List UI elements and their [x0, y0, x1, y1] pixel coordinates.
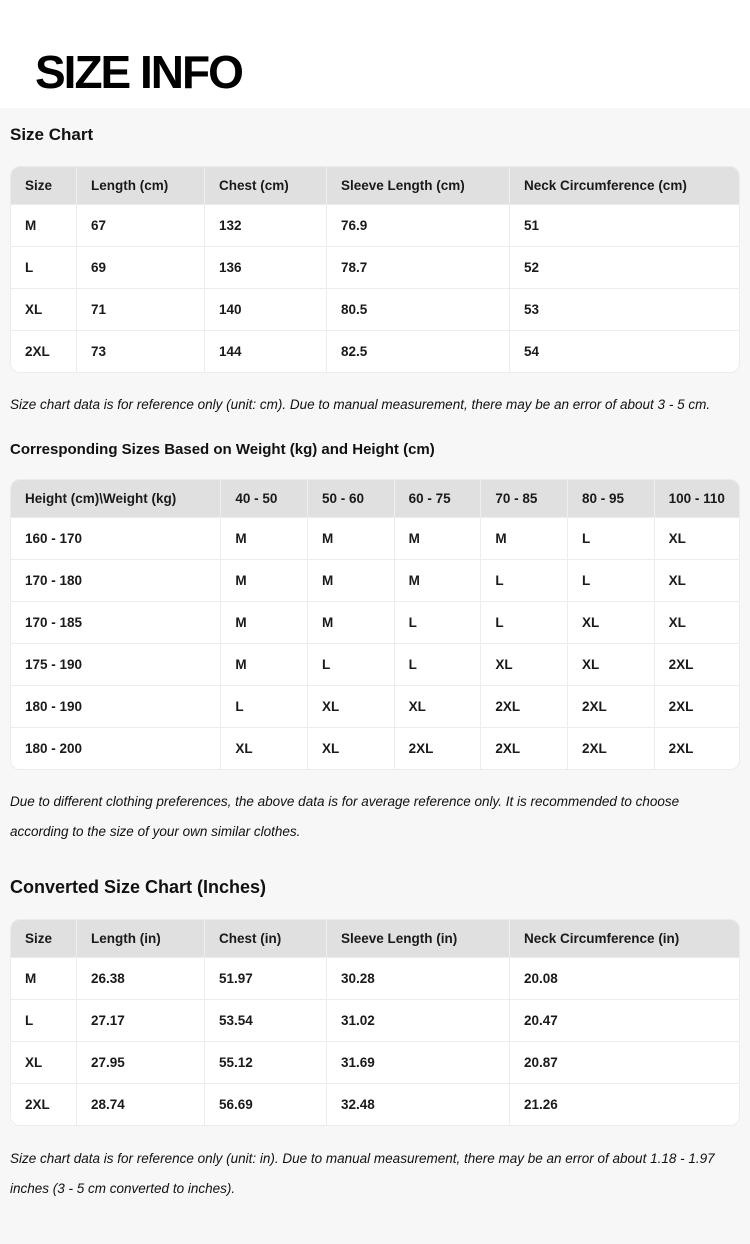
value-cell: 53 — [509, 288, 739, 330]
table-row — [11, 330, 739, 372]
value-cell: 20.47 — [509, 999, 739, 1041]
table-row — [11, 999, 739, 1041]
size-chart-inches-note: Size chart data is for reference only (unit: in). Due to manual measurement, there may be an error of about 1.18 - 1.97 inches (3 - 5 cm converted to inches). — [10, 1151, 715, 1196]
value-cell: 56.69 — [204, 1083, 326, 1125]
column-header: Length (in) — [76, 920, 204, 957]
value-cell: M — [394, 559, 481, 601]
row-label-cell: L — [11, 246, 76, 288]
table-row — [11, 246, 739, 288]
row-label-cell: 180 - 190 — [11, 685, 220, 727]
table-row — [11, 204, 739, 246]
row-label-cell: 2XL — [11, 1083, 76, 1125]
value-cell: L — [394, 643, 481, 685]
table-row — [11, 288, 739, 330]
value-cell: 51.97 — [204, 957, 326, 999]
value-cell: L — [480, 601, 567, 643]
table-row — [11, 643, 739, 685]
value-cell: 31.02 — [326, 999, 509, 1041]
row-label-cell: 170 - 180 — [11, 559, 220, 601]
column-header: 50 - 60 — [307, 480, 394, 517]
value-cell: XL — [394, 685, 481, 727]
column-header: 60 - 75 — [394, 480, 481, 517]
value-cell: XL — [307, 727, 394, 769]
value-cell: XL — [567, 601, 654, 643]
column-header: Size — [11, 920, 76, 957]
size-chart-inches-table-container — [10, 919, 740, 1126]
value-cell: 2XL — [654, 685, 739, 727]
table-row — [11, 517, 739, 559]
row-label-cell: 175 - 190 — [11, 643, 220, 685]
row-label-cell: 170 - 185 — [11, 601, 220, 643]
column-header: Sleeve Length (cm) — [326, 167, 509, 204]
row-label-cell: L — [11, 999, 76, 1041]
table-row — [11, 957, 739, 999]
value-cell: 2XL — [480, 727, 567, 769]
column-header: Chest (cm) — [204, 167, 326, 204]
value-cell: 27.17 — [76, 999, 204, 1041]
size-chart-cm-table-container — [10, 166, 740, 373]
row-label-cell: 2XL — [11, 330, 76, 372]
page-header — [0, 0, 750, 108]
size-info-section — [0, 108, 750, 1244]
value-cell: M — [307, 559, 394, 601]
row-label-cell: XL — [11, 288, 76, 330]
value-cell: L — [394, 601, 481, 643]
table-row — [11, 727, 739, 769]
value-cell: 80.5 — [326, 288, 509, 330]
column-header: Height (cm)\Weight (kg) — [11, 480, 220, 517]
value-cell: XL — [654, 601, 739, 643]
row-label-cell: 160 - 170 — [11, 517, 220, 559]
weight-height-heading: Corresponding Sizes Based on Weight (kg) and Height (cm) — [10, 441, 435, 458]
weight-height-table — [11, 480, 739, 769]
value-cell: 55.12 — [204, 1041, 326, 1083]
value-cell: XL — [480, 643, 567, 685]
size-chart-inches-table — [11, 920, 739, 1125]
value-cell: 51 — [509, 204, 739, 246]
value-cell: 32.48 — [326, 1083, 509, 1125]
weight-height-table-container — [10, 479, 740, 770]
value-cell: 144 — [204, 330, 326, 372]
table-row — [11, 685, 739, 727]
value-cell: L — [567, 517, 654, 559]
value-cell: M — [220, 643, 307, 685]
value-cell: 136 — [204, 246, 326, 288]
value-cell: 67 — [76, 204, 204, 246]
row-label-cell: M — [11, 204, 76, 246]
size-chart-cm-heading: Size Chart — [10, 125, 94, 144]
value-cell: 2XL — [567, 685, 654, 727]
size-chart-cm-note: Size chart data is for reference only (unit: cm). Due to manual measurement, there may be an error of about 3 - 5 cm. — [10, 397, 711, 412]
table-header-row — [11, 920, 739, 957]
value-cell: L — [220, 685, 307, 727]
value-cell: XL — [220, 727, 307, 769]
value-cell: 76.9 — [326, 204, 509, 246]
value-cell: XL — [567, 643, 654, 685]
value-cell: XL — [654, 559, 739, 601]
column-header: 100 - 110 — [654, 480, 739, 517]
column-header: Sleeve Length (in) — [326, 920, 509, 957]
column-header: Length (cm) — [76, 167, 204, 204]
value-cell: M — [220, 601, 307, 643]
value-cell: M — [307, 517, 394, 559]
value-cell: 69 — [76, 246, 204, 288]
value-cell: 2XL — [654, 643, 739, 685]
value-cell: L — [307, 643, 394, 685]
row-label-cell: XL — [11, 1041, 76, 1083]
value-cell: M — [394, 517, 481, 559]
column-header: Neck Circumference (cm) — [509, 167, 739, 204]
value-cell: XL — [654, 517, 739, 559]
value-cell: M — [480, 517, 567, 559]
value-cell: 78.7 — [326, 246, 509, 288]
value-cell: 20.08 — [509, 957, 739, 999]
value-cell: 2XL — [654, 727, 739, 769]
size-chart-cm-table — [11, 167, 739, 372]
value-cell: 71 — [76, 288, 204, 330]
value-cell: L — [567, 559, 654, 601]
column-header: Neck Circumference (in) — [509, 920, 739, 957]
column-header: 80 - 95 — [567, 480, 654, 517]
value-cell: 31.69 — [326, 1041, 509, 1083]
table-header-row — [11, 480, 739, 517]
value-cell: M — [307, 601, 394, 643]
column-header: Size — [11, 167, 76, 204]
value-cell: 2XL — [567, 727, 654, 769]
value-cell: M — [220, 559, 307, 601]
value-cell: 21.26 — [509, 1083, 739, 1125]
column-header: Chest (in) — [204, 920, 326, 957]
value-cell: 82.5 — [326, 330, 509, 372]
value-cell: 52 — [509, 246, 739, 288]
value-cell: 140 — [204, 288, 326, 330]
value-cell: 28.74 — [76, 1083, 204, 1125]
row-label-cell: M — [11, 957, 76, 999]
table-row — [11, 601, 739, 643]
value-cell: 73 — [76, 330, 204, 372]
weight-height-note: Due to different clothing preferences, the above data is for average reference only. It is recommended to choose according to the size of your own similar clothes. — [10, 794, 680, 839]
row-label-cell: 180 - 200 — [11, 727, 220, 769]
column-header: 70 - 85 — [480, 480, 567, 517]
value-cell: 54 — [509, 330, 739, 372]
value-cell: 30.28 — [326, 957, 509, 999]
table-row — [11, 1041, 739, 1083]
table-row — [11, 1083, 739, 1125]
table-header-row — [11, 167, 739, 204]
value-cell: 26.38 — [76, 957, 204, 999]
value-cell: 20.87 — [509, 1041, 739, 1083]
value-cell: 2XL — [394, 727, 481, 769]
value-cell: M — [220, 517, 307, 559]
table-row — [11, 559, 739, 601]
value-cell: XL — [307, 685, 394, 727]
value-cell: 53.54 — [204, 999, 326, 1041]
value-cell: 132 — [204, 204, 326, 246]
page-title: SIZE INFO — [35, 46, 242, 98]
size-chart-inches-heading: Converted Size Chart (Inches) — [10, 877, 267, 897]
value-cell: L — [480, 559, 567, 601]
value-cell: 2XL — [480, 685, 567, 727]
column-header: 40 - 50 — [220, 480, 307, 517]
value-cell: 27.95 — [76, 1041, 204, 1083]
